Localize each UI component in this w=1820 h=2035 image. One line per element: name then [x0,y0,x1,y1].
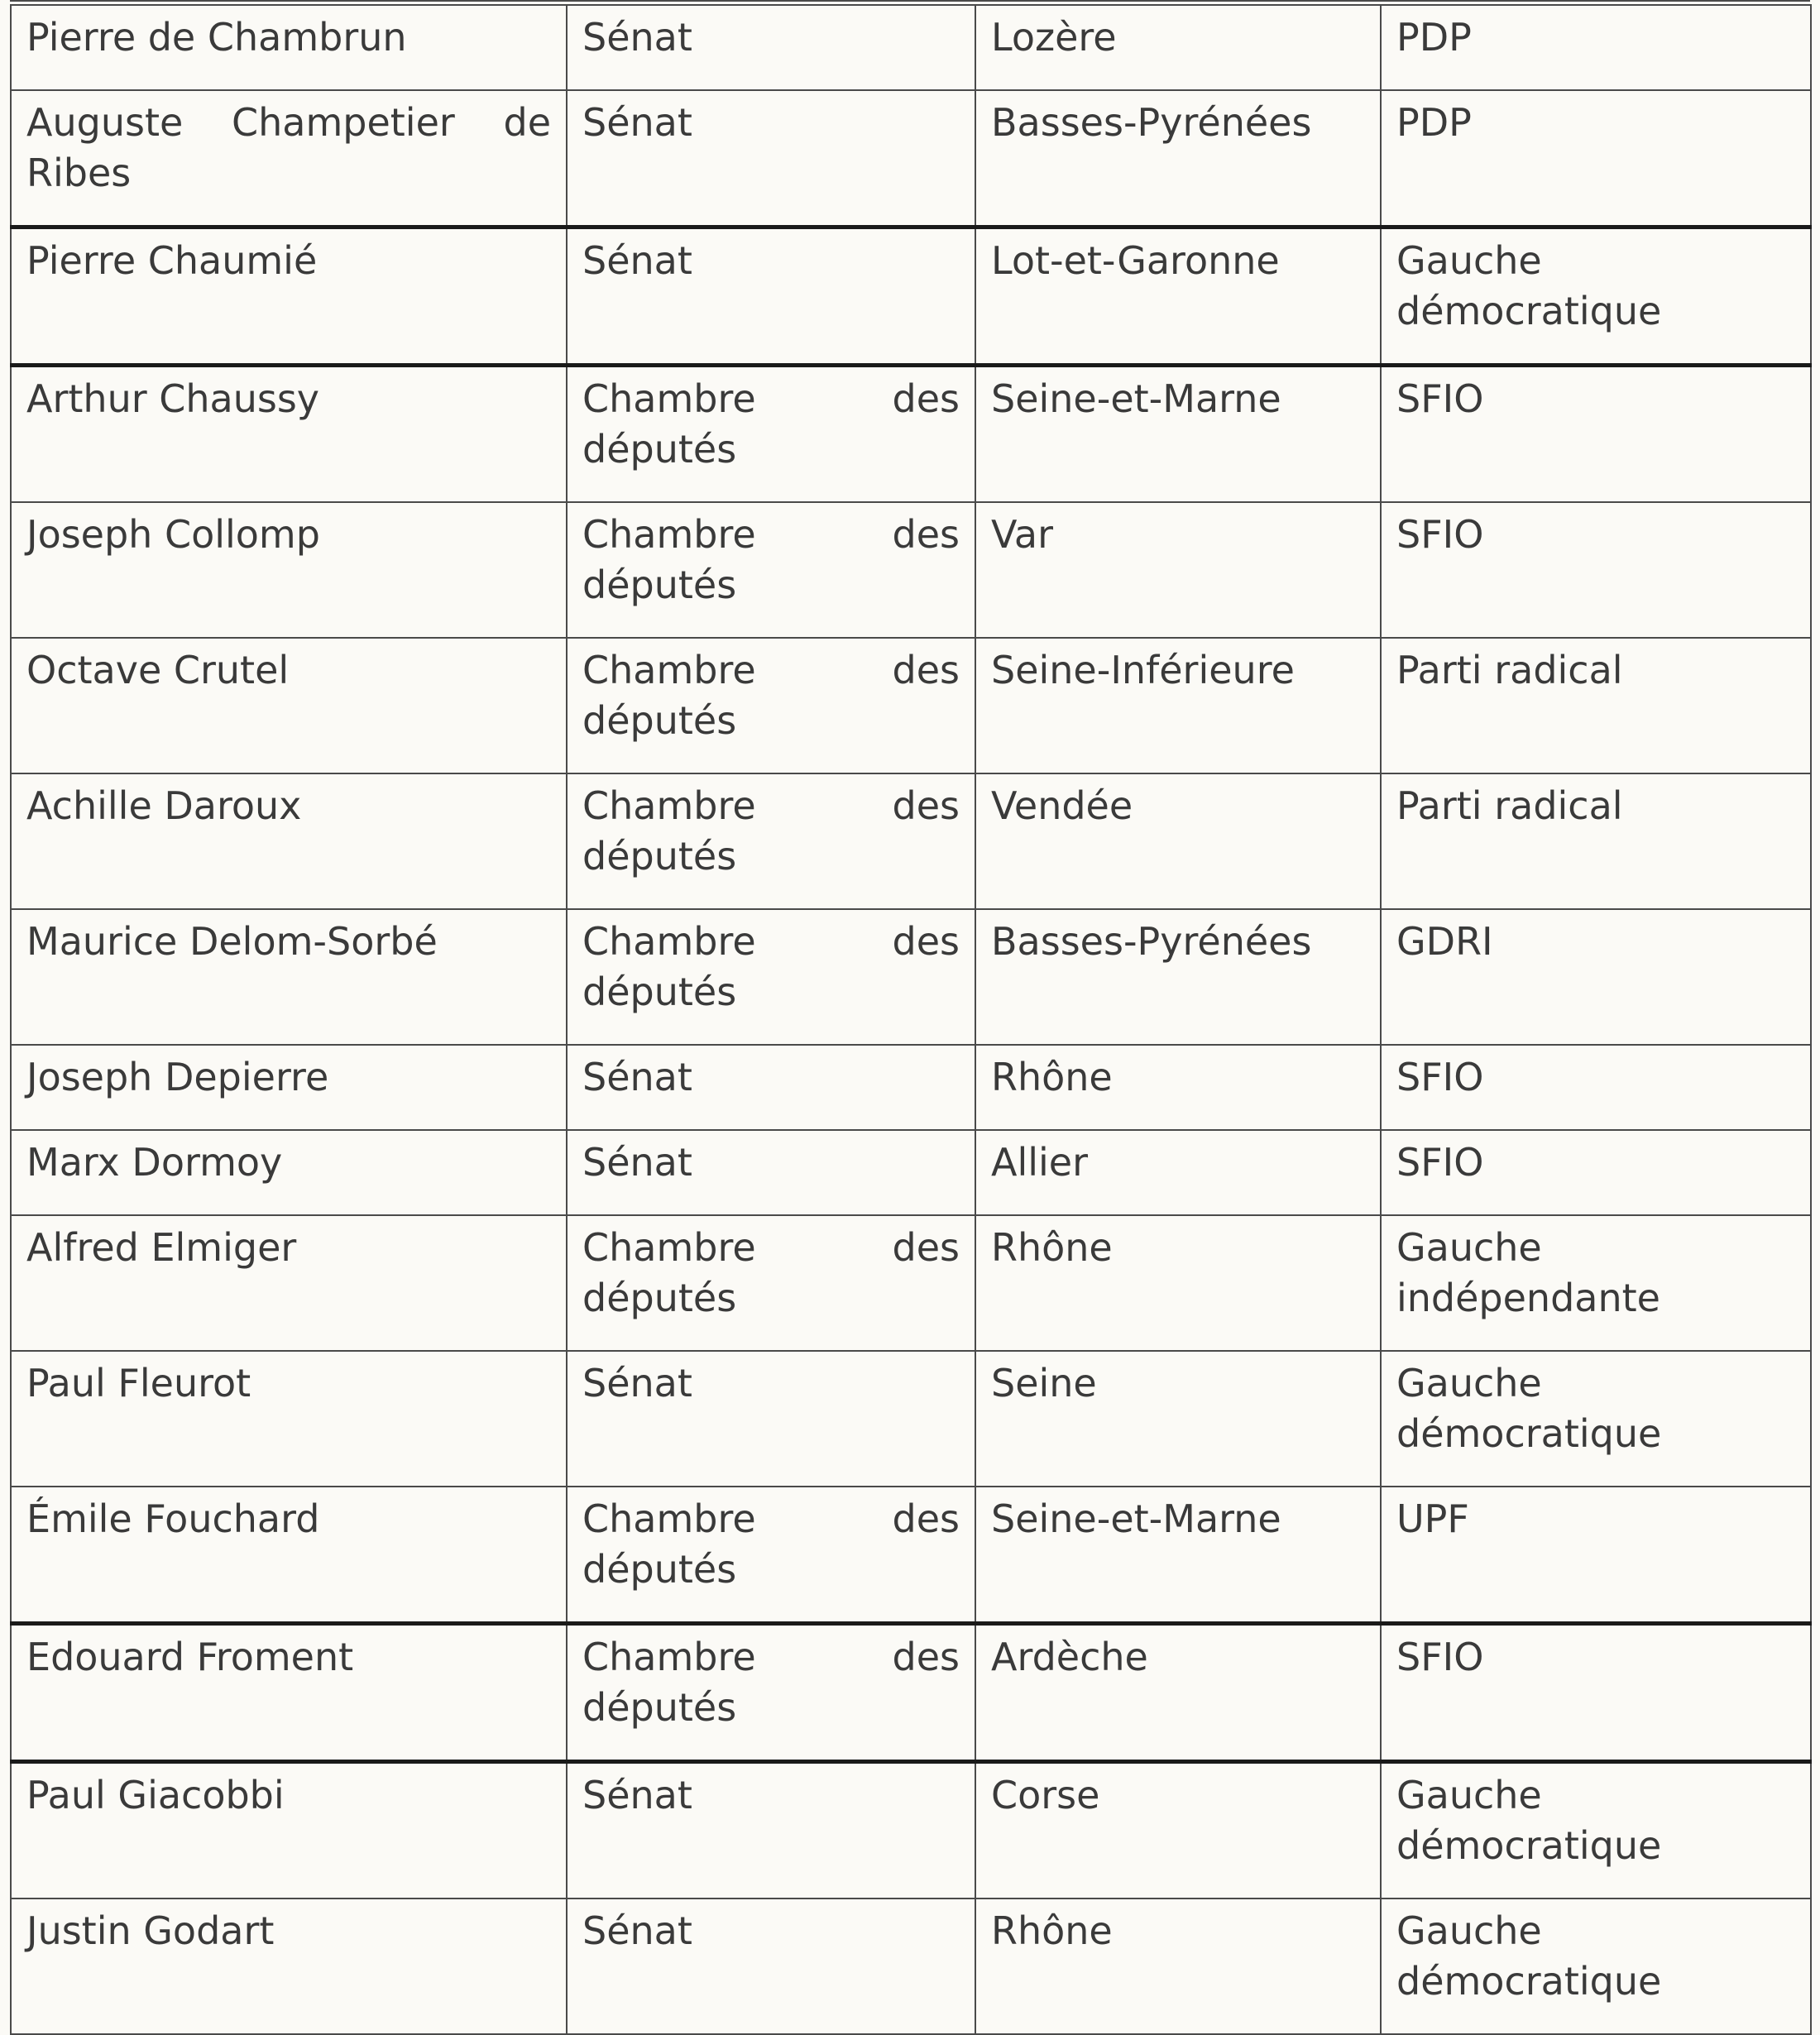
chamber-cell: Sénat [567,227,975,366]
chamber-cell: Chambre des députés [567,1487,975,1624]
department-cell: Ardèche [975,1624,1381,1762]
group-cell: Gauche indépendante [1381,1215,1811,1351]
table-row [11,1215,1811,1351]
name-cell: Paul Giacobbi [11,1762,567,1899]
table-row [11,502,1811,638]
department-cell: Lot-et-Garonne [975,227,1381,366]
table-row [11,1624,1811,1762]
chamber-cell: Chambre des députés [567,1624,975,1762]
parliamentarians-table-container [10,4,1810,2035]
name-cell: Marx Dormoy [11,1130,567,1215]
chamber-cell: Chambre des députés [567,366,975,503]
name-cell: Alfred Elmiger [11,1215,567,1351]
group-cell: UPF [1381,1487,1811,1624]
table-row [11,1487,1811,1624]
name-cell: Justin Godart [11,1899,567,2034]
name-cell: Edouard Froment [11,1624,567,1762]
department-cell: Rhône [975,1899,1381,2034]
table-row [11,773,1811,909]
group-cell: Gauche démocratique [1381,1899,1811,2034]
group-cell: SFIO [1381,502,1811,638]
chamber-cell: Chambre des députés [567,502,975,638]
name-cell: Pierre de Chambrun [11,5,567,90]
table-row [11,90,1811,227]
department-cell: Basses-Pyrénées [975,90,1381,227]
chamber-cell: Sénat [567,1045,975,1130]
name-cell: Auguste Champetier de Ribes [11,90,567,227]
department-cell: Basses-Pyrénées [975,909,1381,1045]
department-cell: Rhône [975,1045,1381,1130]
group-cell: Gauche démocratique [1381,227,1811,366]
name-cell: Joseph Collomp [11,502,567,638]
department-cell: Var [975,502,1381,638]
name-cell: Pierre Chaumié [11,227,567,366]
table-row [11,1130,1811,1215]
chamber-cell: Sénat [567,90,975,227]
name-cell: Achille Daroux [11,773,567,909]
name-cell: Paul Fleurot [11,1351,567,1487]
chamber-cell: Sénat [567,1130,975,1215]
chamber-cell: Chambre des députés [567,1215,975,1351]
table-row [11,909,1811,1045]
name-cell: Arthur Chaussy [11,366,567,503]
department-cell: Seine [975,1351,1381,1487]
table-row [11,366,1811,503]
group-cell: SFIO [1381,366,1811,503]
table-row [11,1762,1811,1899]
department-cell: Rhône [975,1215,1381,1351]
name-cell: Maurice Delom-Sorbé [11,909,567,1045]
department-cell: Allier [975,1130,1381,1215]
department-cell: Seine-et-Marne [975,366,1381,503]
chamber-cell: Sénat [567,1351,975,1487]
department-cell: Corse [975,1762,1381,1899]
chamber-cell: Chambre des députés [567,909,975,1045]
group-cell: SFIO [1381,1624,1811,1762]
group-cell: SFIO [1381,1045,1811,1130]
chamber-cell: Chambre des députés [567,773,975,909]
department-cell: Seine-Inférieure [975,638,1381,773]
chamber-cell: Sénat [567,1899,975,2034]
chamber-cell: Chambre des députés [567,638,975,773]
group-cell: Parti radical [1381,773,1811,909]
group-cell: Parti radical [1381,638,1811,773]
parliamentarians-table [10,4,1812,2035]
name-cell: Émile Fouchard [11,1487,567,1624]
department-cell: Seine-et-Marne [975,1487,1381,1624]
group-cell: PDP [1381,5,1811,90]
chamber-cell: Sénat [567,1762,975,1899]
table-row [11,227,1811,366]
table-row [11,1899,1811,2034]
group-cell: GDRI [1381,909,1811,1045]
group-cell: PDP [1381,90,1811,227]
table-row [11,1045,1811,1130]
group-cell: SFIO [1381,1130,1811,1215]
chamber-cell: Sénat [567,5,975,90]
table-row [11,5,1811,90]
group-cell: Gauche démocratique [1381,1351,1811,1487]
department-cell: Lozère [975,5,1381,90]
name-cell: Joseph Depierre [11,1045,567,1130]
name-cell: Octave Crutel [11,638,567,773]
department-cell: Vendée [975,773,1381,909]
table-row [11,1351,1811,1487]
group-cell: Gauche démocratique [1381,1762,1811,1899]
table-row [11,638,1811,773]
